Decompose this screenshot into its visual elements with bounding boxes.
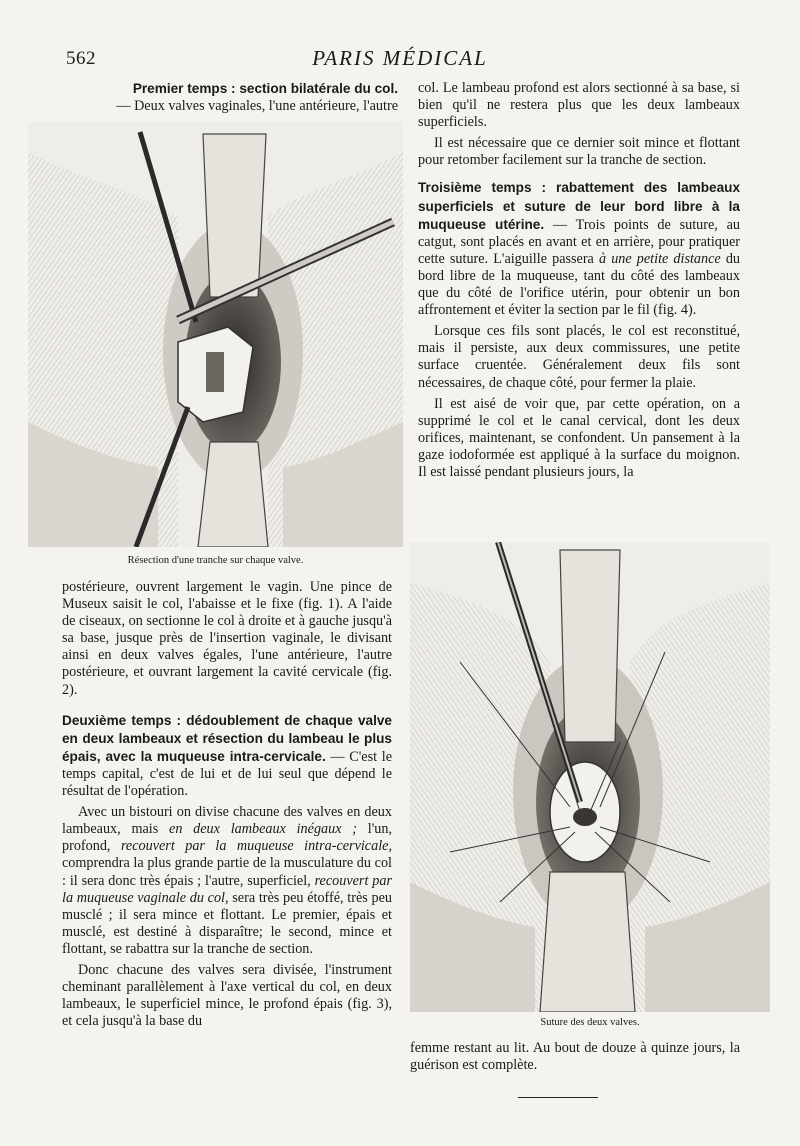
right-para-one: col. Le lambeau profond est alors sectionné à sa base, si bien qu'il ne restera plus que les deux lambeaux superficiels.: [418, 80, 740, 131]
section-heading-first: [88, 80, 398, 98]
figure-valve-suture: [410, 542, 770, 1012]
text-run: comprendra la plus grande partie de la musculature du col : il sera donc très épais ; l'autre, superficiel,: [62, 855, 392, 889]
right-body: [418, 80, 740, 481]
second-step-heading: Deuxième temps : dédoublement de chaque valve en deux lambeaux et résection du lambeau le plus épais, avec la muqueuse intra-cervicale.: [62, 712, 392, 764]
emphasis-run: à une petite distance: [598, 250, 721, 267]
emphasis-run: recouvert par la muqueuse intra-cervicale,: [120, 838, 392, 855]
text-run: du bord libre de la muqueuse, tant du côté des lambeaux que du côté de l'orifice utérin, pour obtenir un bon affrontement et éviter la section par le fil (fig. 4).: [418, 250, 741, 319]
text-run: l'un, profond,: [62, 821, 393, 855]
left-para-three: [62, 804, 392, 958]
left-intro: [88, 80, 398, 115]
text-run: — Trois points de suture, au catgut, sont placés en avant et en arrière, pour pratiquer cette suture. L'aiguille passera: [418, 216, 740, 267]
right-closing: [410, 1040, 740, 1074]
page-number: 562: [66, 48, 96, 69]
left-body: [62, 579, 392, 1030]
left-para-four: Donc chacune des valves sera divisée, l'instrument cheminant parallèlement à l'axe vertical du col, en deux lambeaux, le superficiel mince, le profond épais (fig. 3), et cela jusqu'à la base du: [62, 961, 392, 1030]
intro-text: — Deux valves vaginales, l'une antérieure, l'autre: [116, 98, 398, 115]
left-para-continued: postérieure, ouvrent largement le vagin. Une pince de Museux saisit le col, l'abaisse et le fixe (fig. 1). A l'aide de ciseaux, on sectionne le col à droite et à gauche jusqu'à sa base, jusque près de l'insertion vaginale, le divisant ainsi en deux valves égales, l'une antérieure, l'autre postérieure, et ouvrant largement la cavité cervicale (fig. 2).: [62, 579, 392, 698]
first-step-heading: Premier temps : section bilatérale du col.: [132, 81, 398, 96]
illustration-suture: [410, 542, 770, 1012]
running-head: [0, 46, 800, 71]
section-second: [62, 712, 392, 800]
figure-left-caption: Résection d'une tranche sur chaque valve.: [127, 555, 304, 566]
end-rule: [518, 1097, 598, 1098]
text-run: Avec un bistouri on divise chacune des valves en deux lambeaux, mais: [62, 804, 392, 838]
third-step-heading: Troisième temps : rabattement des lambeaux superficiels et suture de leur bord libre à la muqueuse utérine.: [418, 180, 740, 232]
right-para-four: Lorsque ces fils sont placés, le col est reconstitué, mais il persiste, aux deux commissures, une petite surface cruentée. Généralement deux fils sont nécessaires, de chaque côté, pour fermer la plaie.: [418, 323, 740, 391]
figure-cervix-resection: [28, 122, 403, 547]
right-para-two: Il est nécessaire que ce dernier soit mince et flottant pour retomber facilement sur la tranche de section.: [418, 135, 740, 169]
text-run: sera très peu étoffé, très peu musclé ; il sera mince et flottant. Le premier, épais et musclé, est destiné à disparaître; le second, mince et flottant, se rabattra sur la tranche de section.: [62, 889, 392, 957]
right-para-six: femme restant au lit. Au bout de douze à quinze jours, la guérison est complète.: [410, 1040, 740, 1074]
section-third: [418, 179, 740, 319]
right-para-five: Il est aisé de voir que, par cette opération, on a supprimé le col et le canal cervical, dont les deux orifices, maintenant, se confondent. Un pansement à la gaze iodoformée est appliqué à la surface du moignon. Il est laissé pendant plusieurs jours, la: [418, 395, 740, 480]
journal-title: PARIS MÉDICAL: [312, 46, 488, 70]
emphasis-run: en deux lambeaux inégaux ;: [169, 821, 358, 838]
second-step-text: — C'est le temps capital, c'est de lui et de lui seul que dépend le résultat de l'opération.: [62, 748, 392, 800]
figure-right-caption: Suture des deux valves.: [540, 1017, 640, 1028]
emphasis-run: recouvert par la muqueuse vaginale du col,: [62, 872, 392, 906]
illustration-resection: [28, 122, 403, 547]
